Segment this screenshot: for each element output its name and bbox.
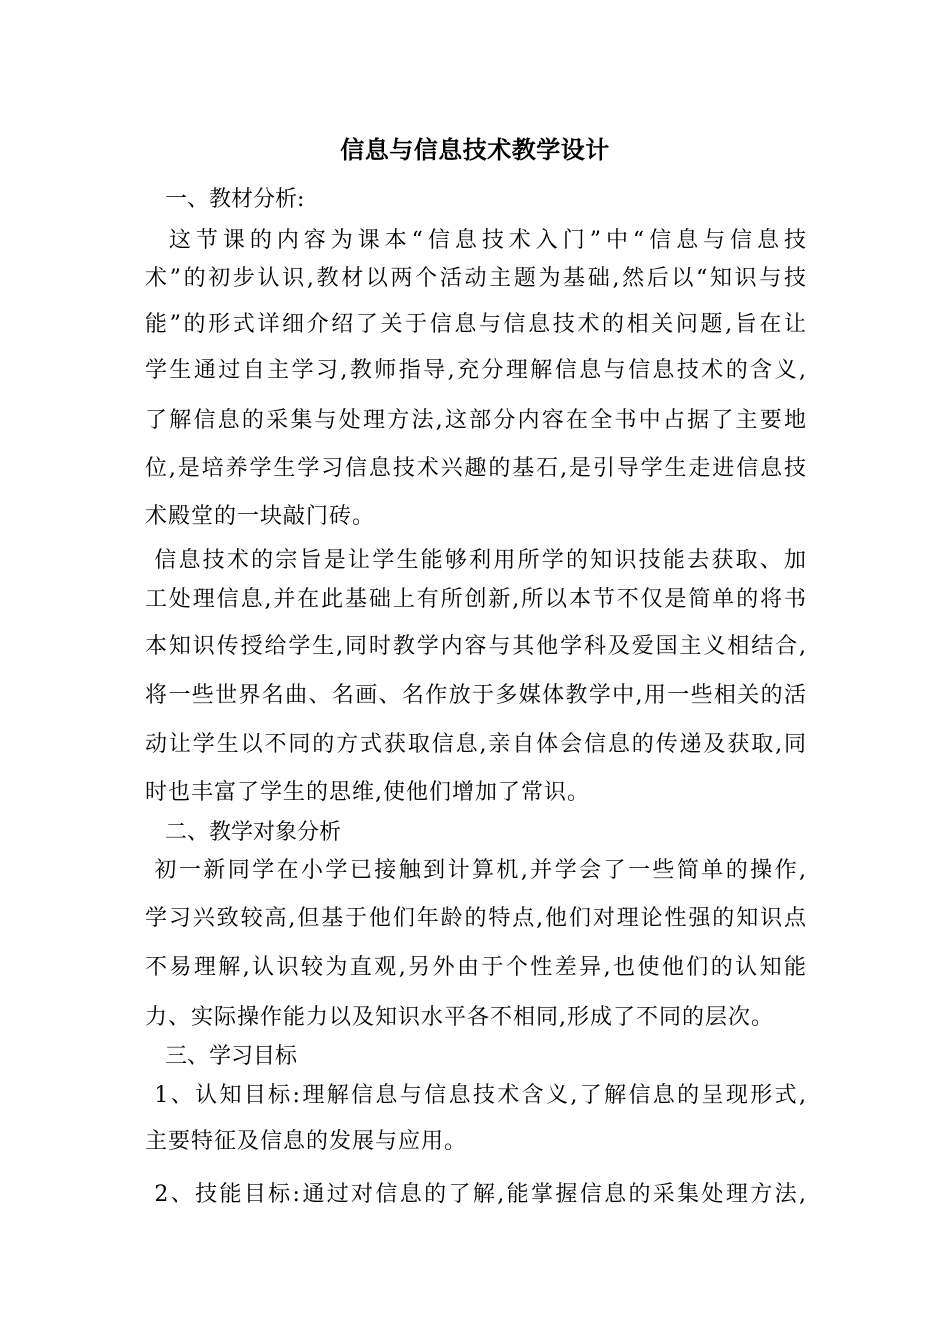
paragraph-line: 本知识传授给学生,同时教学内容与其他学科及爱国主义相结合, — [145, 634, 807, 659]
paragraph-line: 了解信息的采集与处理方法,这部分内容在全书中占据了主要地 — [145, 408, 807, 433]
section-heading-textbook-analysis: 一、教材分析: — [165, 187, 305, 212]
paragraph-line: 学习兴致较高,但基于他们年龄的特点,他们对理论性强的知识点 — [145, 906, 807, 931]
paragraph-line: 将一些世界名曲、名画、名作放于多媒体教学中,用一些相关的活 — [145, 683, 807, 708]
paragraph-line: 不易理解,认识较为直观,另外由于个性差异,也使他们的认知能 — [145, 955, 807, 980]
paragraph-line: 力、实际操作能力以及知识水平各不相同,形成了不同的层次。 — [145, 1005, 774, 1030]
paragraph-line: 1、认知目标:理解信息与信息技术含义,了解信息的呈现形式, — [145, 1083, 807, 1108]
paragraph-line: 动让学生以不同的方式获取信息,亲自体会信息的传递及获取,同 — [145, 732, 807, 757]
section-heading-learner-analysis: 二、教学对象分析 — [165, 820, 342, 845]
paragraph-line: 初一新同学在小学已接触到计算机,并学会了一些简单的操作, — [145, 858, 807, 883]
document-title: 信息与信息技术教学设计 — [340, 135, 610, 164]
paragraph-line: 术殿堂的一块敲门砖。 — [145, 504, 376, 529]
section-heading-learning-goals: 三、学习目标 — [165, 1044, 298, 1069]
paragraph-line: 时也丰富了学生的思维,使他们增加了常识。 — [145, 780, 590, 805]
paragraph-line: 术”的初步认识,教材以两个活动主题为基础,然后以“知识与技 — [145, 266, 807, 291]
paragraph-line: 这节课的内容为课本“信息技术入门”中“信息与信息技 — [145, 228, 807, 253]
paragraph-line: 学生通过自主学习,教师指导,充分理解信息与信息技术的含义, — [145, 358, 807, 383]
paragraph-line: 位,是培养学生学习信息技术兴趣的基石,是引导学生走进信息技 — [145, 456, 807, 481]
paragraph-line: 主要特征及信息的发展与应用。 — [145, 1129, 468, 1154]
paragraph-line: 信息技术的宗旨是让学生能够利用所学的知识技能去获取、加 — [145, 548, 807, 573]
paragraph-line: 工处理信息,并在此基础上有所创新,所以本节不仅是简单的将书 — [145, 587, 807, 612]
paragraph-line: 能”的形式详细介绍了关于信息与信息技术的相关问题,旨在让 — [145, 312, 807, 337]
paragraph-line: 2、技能目标:通过对信息的了解,能掌握信息的采集处理方法, — [145, 1182, 807, 1207]
